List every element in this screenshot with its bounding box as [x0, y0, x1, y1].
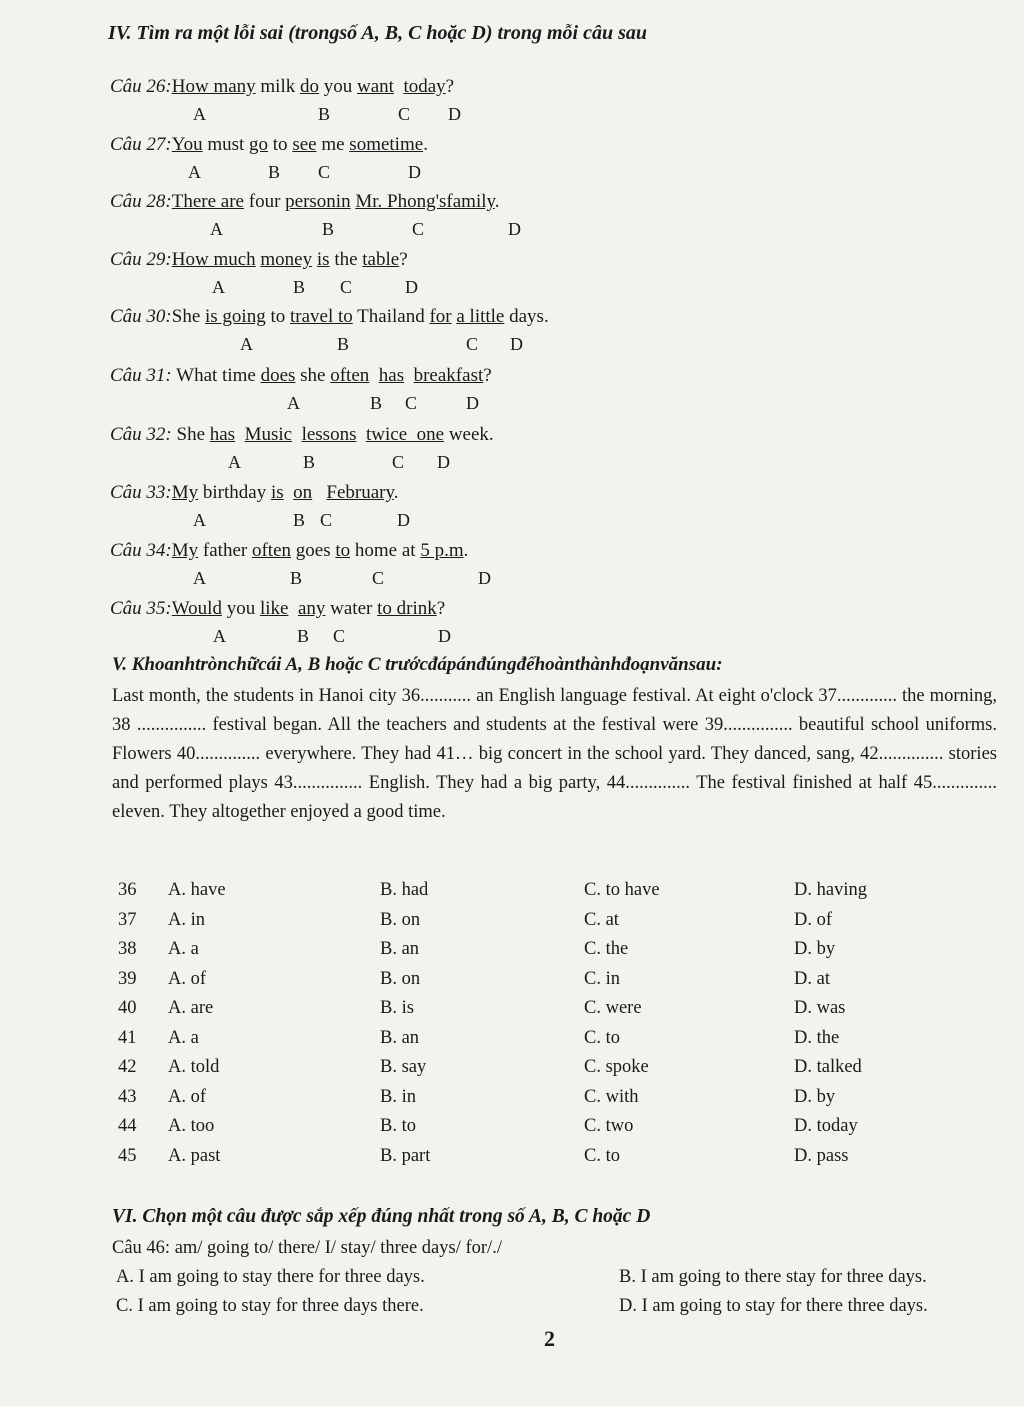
choice-letter-d: D — [437, 452, 450, 472]
option-c: C. to — [584, 1145, 620, 1166]
choice-letter-c: C — [320, 510, 333, 530]
text-segment — [235, 424, 245, 445]
choice-letter-b: B — [322, 219, 335, 239]
text-segment: ? — [436, 598, 446, 619]
text-segment: water — [325, 598, 378, 619]
underlined-segment: has — [378, 365, 405, 386]
answer-d: D. I am going to stay for there three days. — [619, 1296, 928, 1316]
option-a: A. in — [168, 909, 205, 930]
option-row-42 — [118, 1057, 978, 1087]
underlined-segment: My — [171, 540, 199, 561]
question-46: Câu 46: am/ going to/ there/ I/ stay/ three days/ for/./ — [112, 1238, 502, 1258]
underlined-segment: twice one — [365, 424, 445, 445]
option-c: C. in — [584, 968, 620, 989]
choice-letter-a: A — [240, 334, 253, 354]
underlined-segment: today — [403, 76, 446, 97]
underlined-segment: lessons — [301, 424, 357, 445]
answer-a: A. I am going to stay there for three days. — [116, 1267, 425, 1287]
option-row-38 — [118, 939, 978, 969]
text-segment — [404, 365, 414, 386]
text-segment — [356, 424, 366, 445]
option-d: D. by — [794, 939, 836, 959]
option-d: D. pass — [794, 1145, 849, 1166]
text-segment: four — [244, 191, 286, 212]
option-b: B. on — [380, 968, 421, 989]
option-row-43 — [118, 1087, 978, 1117]
option-number: 44 — [118, 1116, 137, 1136]
choice-letter-a: A — [193, 510, 206, 530]
choice-letter-c: C — [392, 452, 405, 472]
underlined-segment: often — [251, 540, 292, 561]
text-segment: . — [463, 540, 469, 561]
text-segment — [394, 76, 404, 97]
question-28 — [110, 191, 500, 213]
text-segment — [312, 482, 326, 503]
option-row-45 — [118, 1146, 978, 1176]
option-b: B. in — [380, 1086, 416, 1107]
underlined-segment: like — [259, 598, 289, 619]
option-a: A. past — [168, 1145, 221, 1166]
question-label: Câu 33: — [110, 482, 172, 503]
option-row-36 — [118, 880, 978, 910]
choice-letter-a: A — [287, 393, 300, 413]
underlined-segment: sometime — [349, 134, 424, 155]
question-label: Câu 30: — [110, 306, 172, 327]
question-30 — [110, 306, 549, 328]
option-b: B. on — [380, 909, 421, 930]
text-segment: ? — [483, 365, 492, 386]
choice-letter-b: B — [370, 393, 383, 413]
question-label: Câu 27: — [110, 134, 172, 155]
underlined-segment: is — [270, 482, 284, 503]
underlined-segment: Music — [244, 424, 293, 445]
question-label: Câu 34: — [110, 540, 172, 561]
text-segment: Thailand — [352, 306, 430, 327]
text-segment — [284, 482, 294, 503]
option-row-41 — [118, 1028, 978, 1058]
choice-letter-b: B — [293, 510, 306, 530]
underlined-segment: has — [209, 424, 236, 445]
text-segment: birthday — [198, 482, 271, 503]
option-a: A. told — [168, 1057, 220, 1077]
text-segment: must — [202, 134, 250, 155]
option-row-40 — [118, 998, 978, 1028]
option-d: D. was — [794, 998, 846, 1018]
option-a: A. are — [168, 998, 214, 1018]
option-c: C. were — [584, 998, 642, 1018]
option-b: B. say — [380, 1057, 427, 1077]
option-a: A. of — [168, 968, 207, 989]
option-d: D. of — [794, 909, 833, 930]
choice-letter-a: A — [193, 568, 206, 588]
question-label: Câu 28: — [110, 191, 172, 212]
question-label: Câu 31: — [110, 365, 172, 386]
option-b: B. an — [380, 1027, 420, 1048]
choice-letter-d: D — [397, 510, 410, 530]
option-c: C. two — [584, 1116, 634, 1136]
option-number: 39 — [118, 968, 137, 989]
question-29 — [110, 249, 408, 271]
choice-letter-b: B — [293, 277, 306, 297]
section-4-heading: IV. Tìm ra một lỗi sai (trongsố A, B, C hoặc D) trong mỗi câu sau — [108, 22, 647, 44]
option-number: 41 — [118, 1027, 137, 1048]
underlined-segment: is going — [205, 306, 266, 327]
underlined-segment: breakfast — [413, 365, 484, 386]
choice-letter-c: C — [398, 104, 411, 124]
option-b: B. an — [380, 939, 420, 959]
option-a: A. too — [168, 1116, 215, 1136]
cloze-options — [118, 880, 978, 1175]
choice-letter-c: C — [412, 219, 425, 239]
text-segment: home at — [350, 540, 421, 561]
choice-letter-a: A — [210, 219, 223, 239]
text-segment: me — [316, 134, 350, 155]
option-a: A. a — [168, 939, 199, 959]
underlined-segment: How many — [171, 76, 256, 97]
option-d: D. by — [794, 1086, 836, 1107]
option-row-37 — [118, 910, 978, 940]
text-segment — [369, 365, 379, 386]
underlined-segment: travel to — [289, 306, 353, 327]
choice-letter-a: A — [228, 452, 241, 472]
option-d: D. at — [794, 968, 830, 989]
text-segment: she — [295, 365, 331, 386]
question-label: Câu 35: — [110, 598, 172, 619]
option-c: C. at — [584, 909, 619, 930]
underlined-segment: to — [335, 540, 351, 561]
section-6-heading: VI. Chọn một câu được sắp xếp đúng nhất trong số A, B, C hoặc D — [112, 1206, 651, 1227]
underlined-segment: do — [300, 76, 319, 97]
underlined-segment: see — [292, 134, 317, 155]
option-number: 38 — [118, 939, 137, 959]
text-segment: week. — [444, 424, 494, 445]
option-number: 43 — [118, 1086, 137, 1107]
underlined-segment: does — [260, 365, 296, 386]
choice-letter-c: C — [405, 393, 418, 413]
choice-letter-d: D — [408, 162, 421, 182]
option-c: C. spoke — [584, 1057, 649, 1077]
choice-letter-b: B — [297, 626, 310, 646]
option-d: D. the — [794, 1027, 840, 1048]
text-segment: ? — [445, 76, 455, 97]
underlined-segment: any — [297, 598, 326, 619]
text-segment: the — [329, 249, 363, 270]
option-b: B. had — [380, 880, 429, 900]
question-label: Câu 29: — [110, 249, 172, 270]
option-a: A. of — [168, 1086, 207, 1107]
underlined-segment: is — [316, 249, 330, 270]
text-segment: . — [423, 134, 428, 155]
choice-letter-d: D — [510, 334, 523, 354]
underlined-segment: often — [330, 365, 370, 386]
question-35 — [110, 598, 445, 620]
underlined-segment: for — [429, 306, 452, 327]
question-31 — [110, 365, 492, 387]
option-c: C. the — [584, 939, 629, 959]
question-27 — [110, 134, 428, 156]
option-a: A. have — [168, 880, 226, 900]
choice-letter-d: D — [405, 277, 418, 297]
underlined-segment: There are — [171, 191, 244, 212]
option-number: 36 — [118, 880, 137, 900]
underlined-segment: on — [293, 482, 313, 503]
option-number: 40 — [118, 998, 137, 1018]
underlined-segment: to drink — [377, 598, 437, 619]
text-segment: She — [171, 424, 210, 445]
choice-letter-a: A — [188, 162, 201, 182]
option-d: D. having — [794, 880, 867, 900]
choice-letter-c: C — [340, 277, 353, 297]
option-number: 37 — [118, 909, 137, 930]
option-d: D. today — [794, 1116, 858, 1136]
question-26 — [110, 76, 454, 98]
choice-letter-c: C — [372, 568, 385, 588]
option-c: C. to — [584, 1027, 620, 1048]
option-row-39 — [118, 969, 978, 999]
choice-letter-c: C — [466, 334, 479, 354]
choice-letter-a: A — [193, 104, 206, 124]
text-segment: you — [221, 598, 260, 619]
underlined-segment: a little — [456, 306, 505, 327]
text-segment: . — [494, 191, 500, 212]
text-segment: to — [265, 306, 290, 327]
choice-letter-c: C — [333, 626, 346, 646]
question-label: Câu 32: — [110, 424, 172, 445]
answer-c: C. I am going to stay for three days there. — [116, 1296, 424, 1316]
underlined-segment: money — [260, 249, 313, 270]
option-row-44 — [118, 1116, 978, 1146]
underlined-segment: go — [249, 134, 269, 155]
choice-letter-b: B — [318, 104, 331, 124]
option-b: B. is — [380, 998, 414, 1018]
underlined-segment: How much — [171, 249, 256, 270]
option-b: B. part — [380, 1145, 431, 1166]
choice-letter-d: D — [478, 568, 491, 588]
option-number: 45 — [118, 1145, 137, 1166]
text-segment: to — [268, 134, 293, 155]
choice-letter-a: A — [213, 626, 226, 646]
choice-letter-b: B — [268, 162, 281, 182]
underlined-segment: February — [326, 482, 394, 503]
text-segment: . — [393, 482, 399, 503]
text-segment — [292, 424, 302, 445]
underlined-segment: You — [171, 134, 203, 155]
cloze-passage: Last month, the students in Hanoi city 36........... an English language festival. At eight o'clock 37............. the morning, 38 ............... festival began. All the teachers and students at the festival were 39............... beautiful school uniforms. Flowers 40.............. everywhere. They had 41… big concert in the school yard. They danced, sang, 42.............. stories and performed plays 43............... English. They had a big party, 44.............. The festival finished at half 45.............. eleven. They altogether enjoyed a good time. — [112, 686, 997, 822]
text-segment — [288, 598, 298, 619]
text-segment: days. — [504, 306, 549, 327]
option-number: 42 — [118, 1057, 137, 1077]
text-segment: ? — [399, 249, 408, 270]
text-segment: milk — [255, 76, 300, 97]
answer-b: B. I am going to there stay for three days. — [619, 1267, 927, 1287]
text-segment: goes — [291, 540, 336, 561]
choice-letter-c: C — [318, 162, 331, 182]
page-number: 2 — [544, 1326, 555, 1351]
choice-letter-a: A — [212, 277, 225, 297]
choice-letter-b: B — [290, 568, 303, 588]
underlined-segment: table — [362, 249, 400, 270]
choice-letter-b: B — [337, 334, 350, 354]
choice-letter-d: D — [448, 104, 461, 124]
underlined-segment: Would — [171, 598, 222, 619]
underlined-segment: personin — [285, 191, 351, 212]
option-c: C. to have — [584, 880, 660, 900]
question-32 — [110, 424, 494, 446]
choice-letter-d: D — [438, 626, 451, 646]
underlined-segment: My — [171, 482, 199, 503]
question-label: Câu 26: — [110, 76, 172, 97]
choice-letter-d: D — [508, 219, 521, 239]
option-c: C. with — [584, 1086, 639, 1107]
section-5-heading: V. Khoanhtrònchữcái A, B hoặc C trướcđápánđúngđểhoànthànhđoạnvănsau: — [112, 654, 723, 675]
choice-letter-b: B — [303, 452, 316, 472]
underlined-segment: want — [357, 76, 394, 97]
option-b: B. to — [380, 1116, 416, 1136]
text-segment: you — [319, 76, 357, 97]
underlined-segment: Mr. Phong'sfamily — [355, 191, 495, 212]
question-34 — [110, 540, 468, 562]
text-segment: What time — [171, 365, 261, 386]
option-a: A. a — [168, 1027, 199, 1048]
underlined-segment: 5 p.m — [420, 540, 464, 561]
text-segment: She — [171, 306, 205, 327]
question-33 — [110, 482, 399, 504]
option-d: D. talked — [794, 1057, 862, 1077]
text-segment: father — [198, 540, 252, 561]
choice-letter-d: D — [466, 393, 479, 413]
